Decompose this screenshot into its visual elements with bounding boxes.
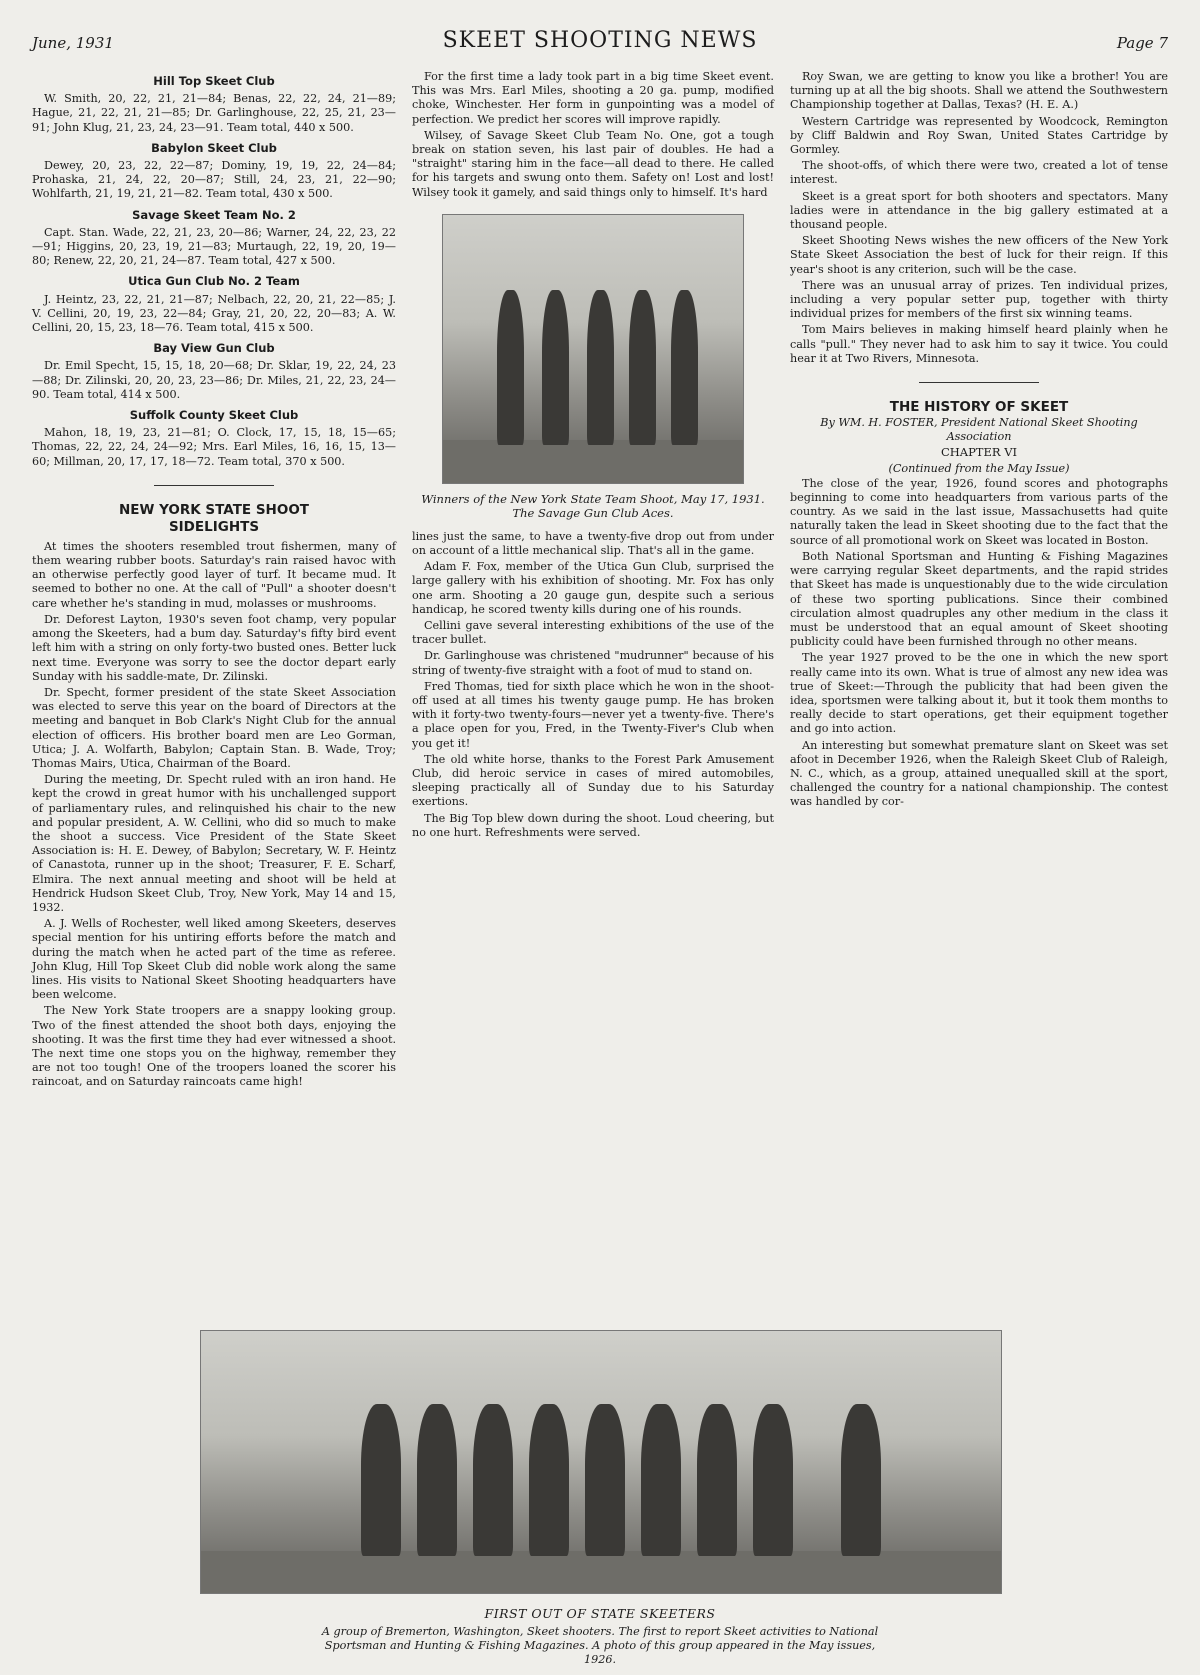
paragraph: The Big Top blew down during the shoot. Loud cheering, but no one hurt. Refreshments were served. <box>412 811 774 839</box>
paragraph: Dr. Deforest Layton, 1930's seven foot champ, very popular among the Skeeters, had a bum day. Saturday's fifty bird event left him with a string on only forty-two busted ones. Better luck next time. Everyone was sorry to see the doctor depart early Sunday with his saddle-mate, Dr. Zilinski. <box>32 612 396 683</box>
paragraph: A. J. Wells of Rochester, well liked among Skeeters, deserves special mention for his untiring efforts before the match and during the match when he acted part of the time as referee. John Klug, Hill Top Skeet Club did noble work along the same lines. His visits to National Skeet Shooting headquarters have been welcome. <box>32 917 396 1002</box>
publication-title: SKEET SHOOTING NEWS <box>442 28 758 53</box>
paragraph: An interesting but somewhat premature slant on Skeet was set afoot in December 1926, when the Raleigh Skeet Club of Raleigh, N. C., which, as a group, attained unequalled skill at the sport, challenged the country for a national championship. The contest was handled by cor- <box>790 738 1168 809</box>
paragraph: The close of the year, 1926, found scores and photographs beginning to come into headquarters from various parts of the country. As we said in the last issue, Massachusetts had quite naturally taken the lead in Skeet shooting due to the fact that the source of all promotional work on Skeet was located in Boston. <box>790 476 1168 547</box>
continued-note: (Continued from the May Issue) <box>888 461 1070 475</box>
column-1 <box>32 70 396 1092</box>
issue-date: June, 1931 <box>32 34 114 52</box>
bottom-caption-text: A group of Bremerton, Washington, Skeet shooters. The first to report Skeet activities to National Sportsman and Hunting & Fishing Magazines. A photo of this group appeared in the May issues, 1926. <box>321 1625 879 1666</box>
score-block <box>32 208 396 269</box>
divider <box>154 485 274 486</box>
club-heading: Hill Top Skeet Club <box>153 74 275 88</box>
paragraph: Tom Mairs believes in making himself heard plainly when he calls "pull." They never had to ask him to say it twice. You could hear it at Two Rivers, Minnesota. <box>790 323 1168 365</box>
paragraph: For the first time a lady took part in a big time Skeet event. This was Mrs. Earl Miles, shooting a 20 ga. pump, modified choke, Winchester. Her form in gunpointing was a model of perfection. We predict her scores will improve rapidly. <box>412 70 774 126</box>
club-scores: Dewey, 20, 23, 22, 22—87; Dominy, 19, 19, 22, 24—84; Prohaska, 21, 24, 22, 20—87; Still, 24, 23, 21, 22—90; Wohlfarth, 21, 19, 21, 21—82. Team total, 430 x 500. <box>32 159 396 201</box>
paragraph: Skeet is a great sport for both shooters and spectators. Many ladies were in attendance in the big gallery estimated at a thousand people. <box>790 189 1168 232</box>
score-block <box>32 274 396 335</box>
bottom-caption <box>320 1606 880 1667</box>
paragraph: At times the shooters resembled trout fishermen, many of them wearing rubber boots. Saturday's rain raised havoc with an otherwise perfectly good layer of turf. It became mud. It seemed to bother no one. At the call of "Pull" a shooter doesn't care whether he's standing in mud, molasses or mushrooms. <box>32 539 396 610</box>
history-title: THE HISTORY OF SKEET <box>889 399 1069 416</box>
club-scores: Dr. Emil Specht, 15, 15, 18, 20—68; Dr. Sklar, 19, 22, 24, 23—88; Dr. Zilinski, 20, 20, 23, 23—86; Dr. Miles, 21, 22, 23, 24—90. Team total, 414 x 500. <box>32 359 396 401</box>
paragraph: Roy Swan, we are getting to know you like a brother! You are turning up at all the big shoots. Shall we attend the Southwestern Championship together at Dallas, Texas? (H. E. A.) <box>790 70 1168 112</box>
chapter-heading: CHAPTER VI <box>940 445 1018 460</box>
paragraph: Skeet Shooting News wishes the new officers of the New York State Skeet Association the best of luck for their reign. If this year's shoot is any criterion, such will be the case. <box>790 234 1168 276</box>
photo-caption: Winners of the New York State Team Shoot, May 17, 1931. The Savage Gun Club Aces. <box>421 491 765 520</box>
club-heading: Suffolk County Skeet Club <box>129 408 299 423</box>
club-scores: Mahon, 18, 19, 23, 21—81; O. Clock, 17, 15, 18, 15—65; Thomas, 22, 22, 24, 24—92; Mrs. Earl Miles, 16, 16, 15, 13—60; Millman, 20, 17, 17, 18—72. Team total, 370 x 500. <box>32 426 396 468</box>
column-2 <box>412 70 774 842</box>
club-scores: Capt. Stan. Wade, 22, 21, 23, 20—86; Warner, 24, 22, 23, 22—91; Higgins, 20, 23, 19, 21—83; Murtaugh, 22, 19, 20, 19—80; Renew, 22, 20, 21, 24—87. Team total, 427 x 500. <box>32 225 396 268</box>
column-3 <box>790 70 1168 812</box>
club-scores: J. Heintz, 23, 22, 21, 21—87; Nelbach, 22, 20, 21, 22—85; J. V. Cellini, 20, 19, 23, 22—84; Gray, 21, 20, 22, 20—83; A. W. Cellini, 20, 15, 23, 18—76. Team total, 415 x 500. <box>32 292 396 335</box>
byline: By WM. H. FOSTER, President National Skeet Shooting Association <box>820 416 1138 444</box>
page-header <box>32 26 1168 56</box>
club-scores: W. Smith, 20, 22, 21, 21—84; Benas, 22, 22, 24, 21—89; Hague, 21, 22, 21, 21—85; Dr. Garlinghouse, 22, 25, 21, 23—91; John Klug, 21, 23, 24, 23—91. Team total, 440 x 500. <box>32 92 396 134</box>
score-block <box>32 408 396 469</box>
section-title: NEW YORK STATE SHOOT <box>118 501 310 518</box>
paragraph: lines just the same, to have a twenty-five drop out from under on account of a little mechanical slip. That's all in the game. <box>412 529 774 558</box>
club-heading: Babylon Skeet Club <box>151 140 277 155</box>
score-block <box>32 141 396 202</box>
paragraph: Cellini gave several interesting exhibitions of the use of the tracer bullet. <box>412 619 774 647</box>
page-number: Page 7 <box>1116 34 1168 52</box>
team-photo <box>442 214 744 484</box>
bremerton-group-photo <box>200 1330 1002 1594</box>
paragraph: Dr. Specht, former president of the state Skeet Association was elected to serve this year on the board of Directors at the meeting and banquet in Bob Clark's Night Club for the annual election of officers. His brother board men are Leo Gorman, Utica; J. A. Wolfarth, Babylon; Captain Stan. B. Wade, Troy; Thomas Mairs, Utica, Chairman of the Board. <box>32 685 396 770</box>
club-heading: Bay View Gun Club <box>153 341 275 356</box>
paragraph: Western Cartridge was represented by Woodcock, Remington by Cliff Baldwin and Roy Swan, United States Cartridge by Gormley. <box>790 114 1168 157</box>
paragraph: Adam F. Fox, member of the Utica Gun Club, surprised the large gallery with his exhibition of shooting. Mr. Fox has only one arm. Shooting a 20 gauge gun, despite such a serious handicap, he scored twenty kills during one of his rounds. <box>412 560 774 616</box>
paragraph: Dr. Garlinghouse was christened "mudrunner" because of his string of twenty-five straight with a foot of mud to stand on. <box>412 649 774 677</box>
paragraph: Fred Thomas, tied for sixth place which he won in the shoot-off used at all times his twenty gauge pump. He has broken with it forty-two twenty-fours—never yet a twenty-five. There's a place open for you, Fred, in the Twenty-Fiver's Club when you get it! <box>412 679 774 750</box>
club-heading: Utica Gun Club No. 2 Team <box>128 274 300 289</box>
paragraph: During the meeting, Dr. Specht ruled with an iron hand. He kept the crowd in great humor with his unchallenged support of parliamentary rules, and relinquished his chair to the new and popular president, A. W. Cellini, who did so much to make the shoot a success. Vice President of the State Skeet Association is: H. E. Dewey, of Babylon; Secretary, W. F. Heintz of Canastota, runner up in the shoot; Treasurer, F. E. Scharf, Elmira. The next annual meeting and shoot will be held at Hendrick Hudson Skeet Club, Troy, New York, May 14 and 15, 1932. <box>32 773 396 914</box>
paragraph: The shoot-offs, of which there were two, created a lot of tense interest. <box>790 159 1168 187</box>
paragraph: The year 1927 proved to be the one in which the new sport really came into its own. What is true of almost any new idea was true of Skeet:—Through the publicity that had been given the idea, sportsmen were talking about it, but it took them months to really decide to start operations, get their equipment together and go into action. <box>790 651 1168 736</box>
paragraph: Both National Sportsman and Hunting & Fishing Magazines were carrying regular Skeet departments, and the rapid strides that Skeet has made is unquestionably due to the wide circulation of these two sporting publications. Since their combined circulation almost quadruples any other medium in the class it must be understood that an equal amount of Skeet shooting publicity could have been furnished through no other means. <box>790 549 1168 649</box>
paragraph: The New York State troopers are a snappy looking group. Two of the finest attended the shoot both days, enjoying the shooting. It was the first time they had ever witnessed a shoot. The next time one stops you on the highway, remember they are not too tough! One of the troopers loaned the scorer his raincoat, and on Saturday raincoats came high! <box>32 1004 396 1089</box>
club-heading: Savage Skeet Team No. 2 <box>132 207 296 222</box>
score-block <box>32 74 396 135</box>
section-subtitle: SIDELIGHTS <box>168 518 260 535</box>
bottom-caption-title: FIRST OUT OF STATE SKEETERS <box>484 1606 716 1621</box>
score-block <box>32 341 396 402</box>
paragraph: There was an unusual array of prizes. Ten individual prizes, including a very popular setter pup, together with thirty individual prizes for members of the first six winning teams. <box>790 278 1168 321</box>
paragraph: Wilsey, of Savage Skeet Club Team No. One, got a tough break on station seven, his last pair of doubles. He had a "straight" staring him in the face—all dead to there. He called for his targets and swung onto them. Safety on! Lost and lost! Wilsey took it gamely, and said things only to himself. It's hard <box>412 128 774 199</box>
divider <box>919 382 1039 383</box>
paragraph: The old white horse, thanks to the Forest Park Amusement Club, did heroic service in cases of mired automobiles, sleeping practically all of Sunday due to his Saturday exertions. <box>412 752 774 809</box>
